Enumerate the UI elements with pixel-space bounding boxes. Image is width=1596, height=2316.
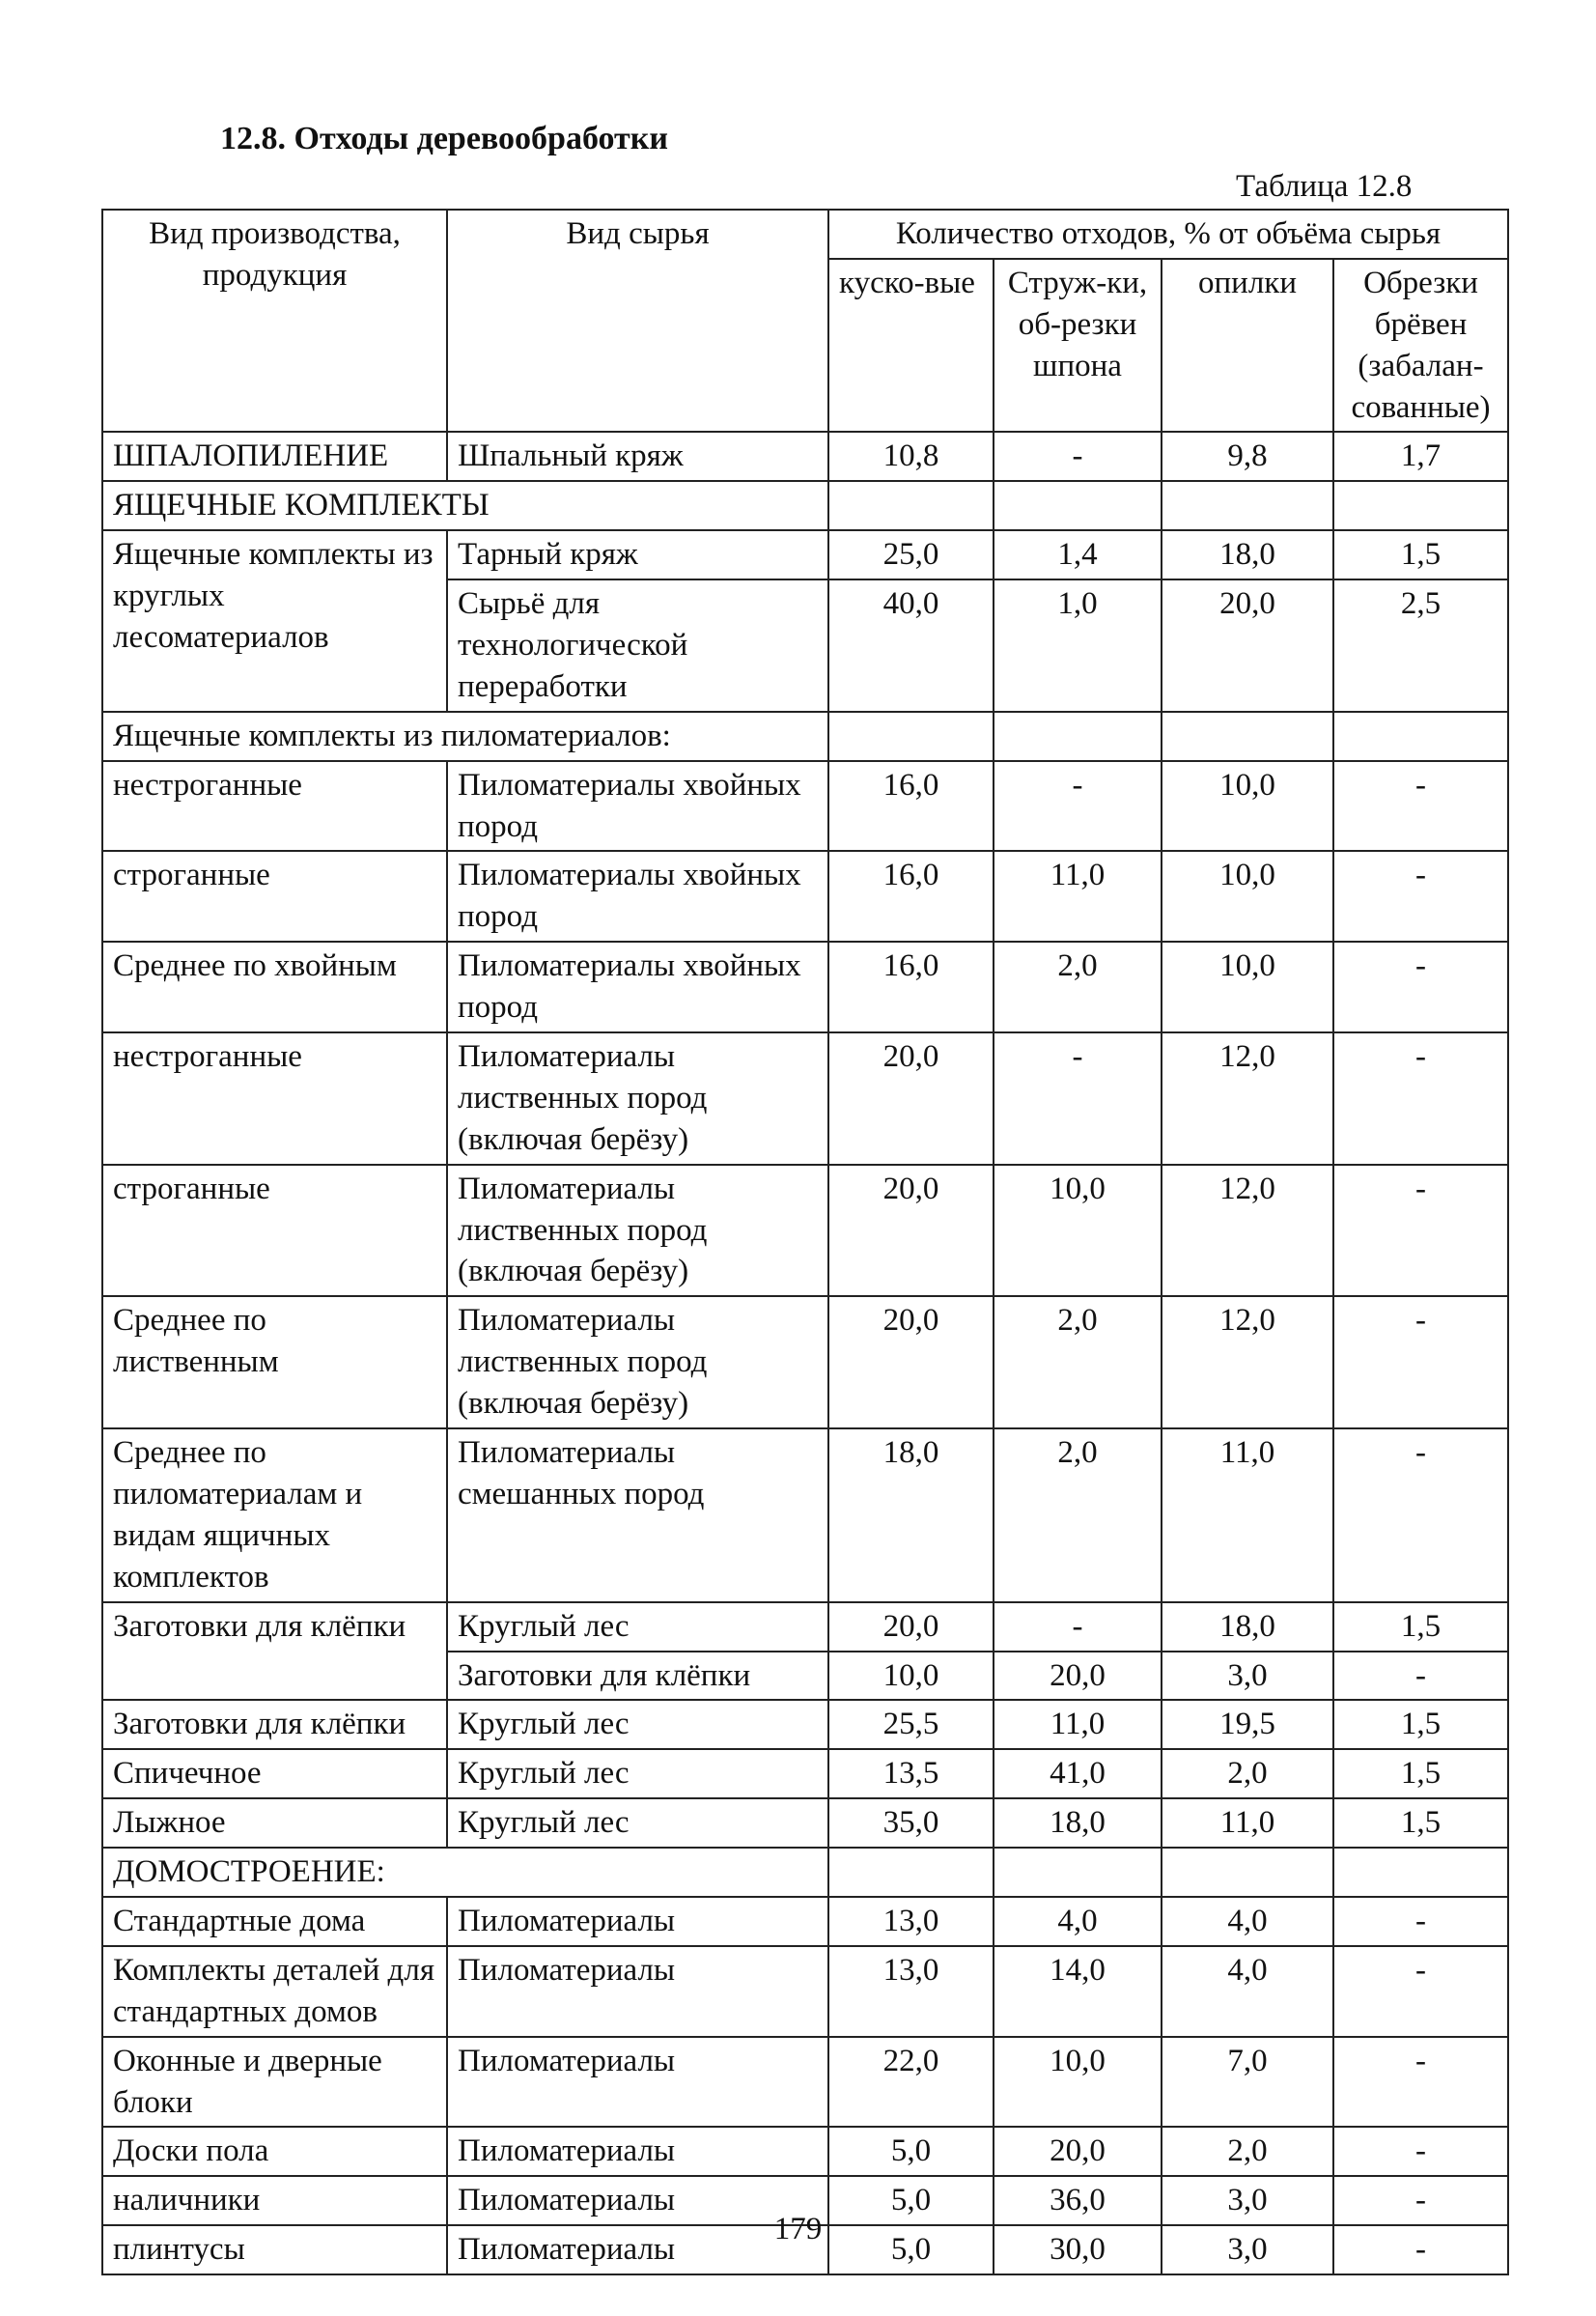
sawdust-value: 12,0 (1162, 1296, 1333, 1428)
material-cell: Пиломатериалы хвойных пород (447, 761, 828, 852)
pieces-value: 16,0 (828, 851, 994, 942)
section-label: ЯЩЕЧНЫЕ КОМПЛЕКТЫ (102, 481, 828, 530)
log-trims-value: - (1333, 1032, 1508, 1165)
sawdust-value: 7,0 (1162, 2037, 1333, 2128)
sawdust-value: 2,0 (1162, 2127, 1333, 2176)
log-trims-value: - (1333, 1296, 1508, 1428)
sawdust-value: 19,5 (1162, 1700, 1333, 1749)
table-row (102, 2127, 1508, 2176)
sawdust-value: 10,0 (1162, 851, 1333, 942)
shavings-value: - (994, 761, 1162, 852)
empty-cell (1162, 481, 1333, 530)
log-trims-value: 1,5 (1333, 1798, 1508, 1848)
product-cell: Ящечные комплекты из круглых лесоматериалов (102, 530, 447, 712)
shavings-value: 1,4 (994, 530, 1162, 579)
product-cell: нестроганные (102, 1032, 447, 1165)
log-trims-value: - (1333, 1897, 1508, 1946)
log-trims-value: - (1333, 1428, 1508, 1602)
table-row (102, 1428, 1508, 1602)
product-cell: Доски пола (102, 2127, 447, 2176)
material-cell: Пиломатериалы (447, 1897, 828, 1946)
empty-cell (994, 1848, 1162, 1897)
log-trims-value: 1,5 (1333, 1700, 1508, 1749)
sawdust-value: 3,0 (1162, 2225, 1333, 2274)
log-trims-value: - (1333, 761, 1508, 852)
section-row (102, 481, 1508, 530)
pieces-value: 25,0 (828, 530, 994, 579)
shavings-value: 14,0 (994, 1946, 1162, 2037)
material-cell: Пиломатериалы (447, 1946, 828, 2037)
material-cell: Круглый лес (447, 1700, 828, 1749)
table-row (102, 1165, 1508, 1297)
table-row (102, 1032, 1508, 1165)
shavings-value: 1,0 (994, 579, 1162, 712)
material-cell: Пиломатериалы смешанных пород (447, 1428, 828, 1602)
product-cell: Лыжное (102, 1798, 447, 1848)
pieces-value: 13,5 (828, 1749, 994, 1798)
log-trims-value: 1,7 (1333, 432, 1508, 481)
log-trims-value: 1,5 (1333, 1749, 1508, 1798)
log-trims-value: - (1333, 1652, 1508, 1701)
shavings-value: - (994, 432, 1162, 481)
pieces-value: 35,0 (828, 1798, 994, 1848)
product-cell: Среднее по пиломатериалам и видам ящичных комплектов (102, 1428, 447, 1602)
material-cell: Пиломатериалы (447, 2127, 828, 2176)
sawdust-value: 10,0 (1162, 761, 1333, 852)
product-cell: Заготовки для клёпки (102, 1700, 447, 1749)
waste-table (101, 209, 1509, 2275)
material-cell: Пиломатериалы лиственных пород (включая берёзу) (447, 1296, 828, 1428)
sawdust-value: 9,8 (1162, 432, 1333, 481)
log-trims-value: - (1333, 942, 1508, 1032)
product-cell: нестроганные (102, 761, 447, 852)
log-trims-value: - (1333, 851, 1508, 942)
sawdust-value: 20,0 (1162, 579, 1333, 712)
shavings-value: 2,0 (994, 942, 1162, 1032)
table-row (102, 2037, 1508, 2128)
log-trims-value: - (1333, 1946, 1508, 2037)
empty-cell (1333, 712, 1508, 761)
product-cell: Оконные и дверные блоки (102, 2037, 447, 2128)
shavings-value: 10,0 (994, 1165, 1162, 1297)
sawdust-value: 3,0 (1162, 1652, 1333, 1701)
shavings-value: 18,0 (994, 1798, 1162, 1848)
empty-cell (994, 481, 1162, 530)
pieces-value: 40,0 (828, 579, 994, 712)
product-cell: Среднее по хвойным (102, 942, 447, 1032)
section-row (102, 1848, 1508, 1897)
material-cell: Тарный кряж (447, 530, 828, 579)
product-cell: строганные (102, 1165, 447, 1297)
shavings-value: 30,0 (994, 2225, 1162, 2274)
product-cell: Заготовки для клёпки (102, 1602, 447, 1701)
empty-cell (1333, 481, 1508, 530)
pieces-value: 22,0 (828, 2037, 994, 2128)
log-trims-value: - (1333, 2176, 1508, 2225)
sawdust-value: 10,0 (1162, 942, 1333, 1032)
pieces-value: 20,0 (828, 1296, 994, 1428)
empty-cell (1162, 1848, 1333, 1897)
pieces-value: 5,0 (828, 2127, 994, 2176)
shavings-value: 36,0 (994, 2176, 1162, 2225)
pieces-value: 18,0 (828, 1428, 994, 1602)
section-label: Ящечные комплекты из пиломатериалов: (102, 712, 828, 761)
empty-cell (1333, 1848, 1508, 1897)
log-trims-value: 1,5 (1333, 1602, 1508, 1652)
empty-cell (828, 712, 994, 761)
pieces-value: 5,0 (828, 2225, 994, 2274)
log-trims-value: - (1333, 1165, 1508, 1297)
sawdust-value: 12,0 (1162, 1165, 1333, 1297)
pieces-value: 20,0 (828, 1032, 994, 1165)
shavings-value: - (994, 1032, 1162, 1165)
pieces-value: 10,0 (828, 1652, 994, 1701)
shavings-value: 20,0 (994, 1652, 1162, 1701)
page-number: 179 (773, 2212, 823, 2246)
table-row (102, 851, 1508, 942)
material-cell: Заготовки для клёпки (447, 1652, 828, 1701)
material-cell: Круглый лес (447, 1749, 828, 1798)
empty-cell (828, 1848, 994, 1897)
material-cell: Круглый лес (447, 1602, 828, 1652)
material-cell: Пиломатериалы (447, 2037, 828, 2128)
pieces-value: 5,0 (828, 2176, 994, 2225)
sawdust-value: 18,0 (1162, 530, 1333, 579)
shavings-value: 4,0 (994, 1897, 1162, 1946)
table-row (102, 1749, 1508, 1798)
section-row (102, 712, 1508, 761)
log-trims-value: 2,5 (1333, 579, 1508, 712)
sawdust-value: 4,0 (1162, 1946, 1333, 2037)
header-shavings: Струж-ки, об-резки шпона (994, 259, 1162, 433)
pieces-value: 16,0 (828, 761, 994, 852)
sawdust-value: 12,0 (1162, 1032, 1333, 1165)
shavings-value: 11,0 (994, 1700, 1162, 1749)
table-row (102, 1602, 1508, 1652)
product-cell: Среднее по лиственным (102, 1296, 447, 1428)
material-cell: Пиломатериалы хвойных пород (447, 942, 828, 1032)
material-cell: Пиломатериалы лиственных пород (включая берёзу) (447, 1032, 828, 1165)
shavings-value: - (994, 1602, 1162, 1652)
pieces-value: 25,5 (828, 1700, 994, 1749)
table-row (102, 1296, 1508, 1428)
product-cell: Стандартные дома (102, 1897, 447, 1946)
product-cell: плинтусы (102, 2225, 447, 2274)
header-pieces: куско-вые (828, 259, 994, 433)
pieces-value: 13,0 (828, 1946, 994, 2037)
log-trims-value: - (1333, 2037, 1508, 2128)
section-title: 12.8. Отходы деревообработки (220, 121, 668, 156)
material-cell: Круглый лес (447, 1798, 828, 1848)
sawdust-value: 3,0 (1162, 2176, 1333, 2225)
product-cell: Спичечное (102, 1749, 447, 1798)
product-cell: строганные (102, 851, 447, 942)
product-cell: Комплекты деталей для стандартных домов (102, 1946, 447, 2037)
table-row (102, 530, 1508, 579)
table-caption: Таблица 12.8 (1236, 169, 1413, 204)
section-label: ДОМОСТРОЕНИЕ: (102, 1848, 828, 1897)
header-material: Вид сырья (447, 210, 828, 432)
product-cell: ШПАЛОПИЛЕНИЕ (102, 432, 447, 481)
header-sawdust: опилки (1162, 259, 1333, 433)
sawdust-value: 4,0 (1162, 1897, 1333, 1946)
product-cell: наличники (102, 2176, 447, 2225)
material-cell: Шпальный кряж (447, 432, 828, 481)
pieces-value: 20,0 (828, 1602, 994, 1652)
table-row (102, 761, 1508, 852)
pieces-value: 16,0 (828, 942, 994, 1032)
pieces-value: 13,0 (828, 1897, 994, 1946)
material-cell: Пиломатериалы (447, 2225, 828, 2274)
sawdust-value: 11,0 (1162, 1798, 1333, 1848)
empty-cell (994, 712, 1162, 761)
log-trims-value: - (1333, 2225, 1508, 2274)
material-cell: Пиломатериалы (447, 2176, 828, 2225)
material-cell: Пиломатериалы хвойных пород (447, 851, 828, 942)
material-cell: Сырьё для технологической переработки (447, 579, 828, 712)
pieces-value: 10,8 (828, 432, 994, 481)
header-product: Вид производства, продукция (102, 210, 447, 432)
shavings-value: 10,0 (994, 2037, 1162, 2128)
sawdust-value: 2,0 (1162, 1749, 1333, 1798)
header-waste-group: Количество отходов, % от объёма сырья (828, 210, 1508, 259)
material-cell: Пиломатериалы лиственных пород (включая берёзу) (447, 1165, 828, 1297)
log-trims-value: 1,5 (1333, 530, 1508, 579)
empty-cell (828, 481, 994, 530)
table-row (102, 432, 1508, 481)
sawdust-value: 11,0 (1162, 1428, 1333, 1602)
table-row (102, 942, 1508, 1032)
shavings-value: 2,0 (994, 1428, 1162, 1602)
table-row (102, 1700, 1508, 1749)
shavings-value: 20,0 (994, 2127, 1162, 2176)
pieces-value: 20,0 (828, 1165, 994, 1297)
shavings-value: 11,0 (994, 851, 1162, 942)
table-row (102, 1897, 1508, 1946)
shavings-value: 41,0 (994, 1749, 1162, 1798)
empty-cell (1162, 712, 1333, 761)
table-body (102, 432, 1508, 2274)
log-trims-value: - (1333, 2127, 1508, 2176)
sawdust-value: 18,0 (1162, 1602, 1333, 1652)
shavings-value: 2,0 (994, 1296, 1162, 1428)
header-log-trims: Обрезки брёвен (забалан-сованные) (1333, 259, 1508, 433)
table-row (102, 1946, 1508, 2037)
table-row (102, 1798, 1508, 1848)
